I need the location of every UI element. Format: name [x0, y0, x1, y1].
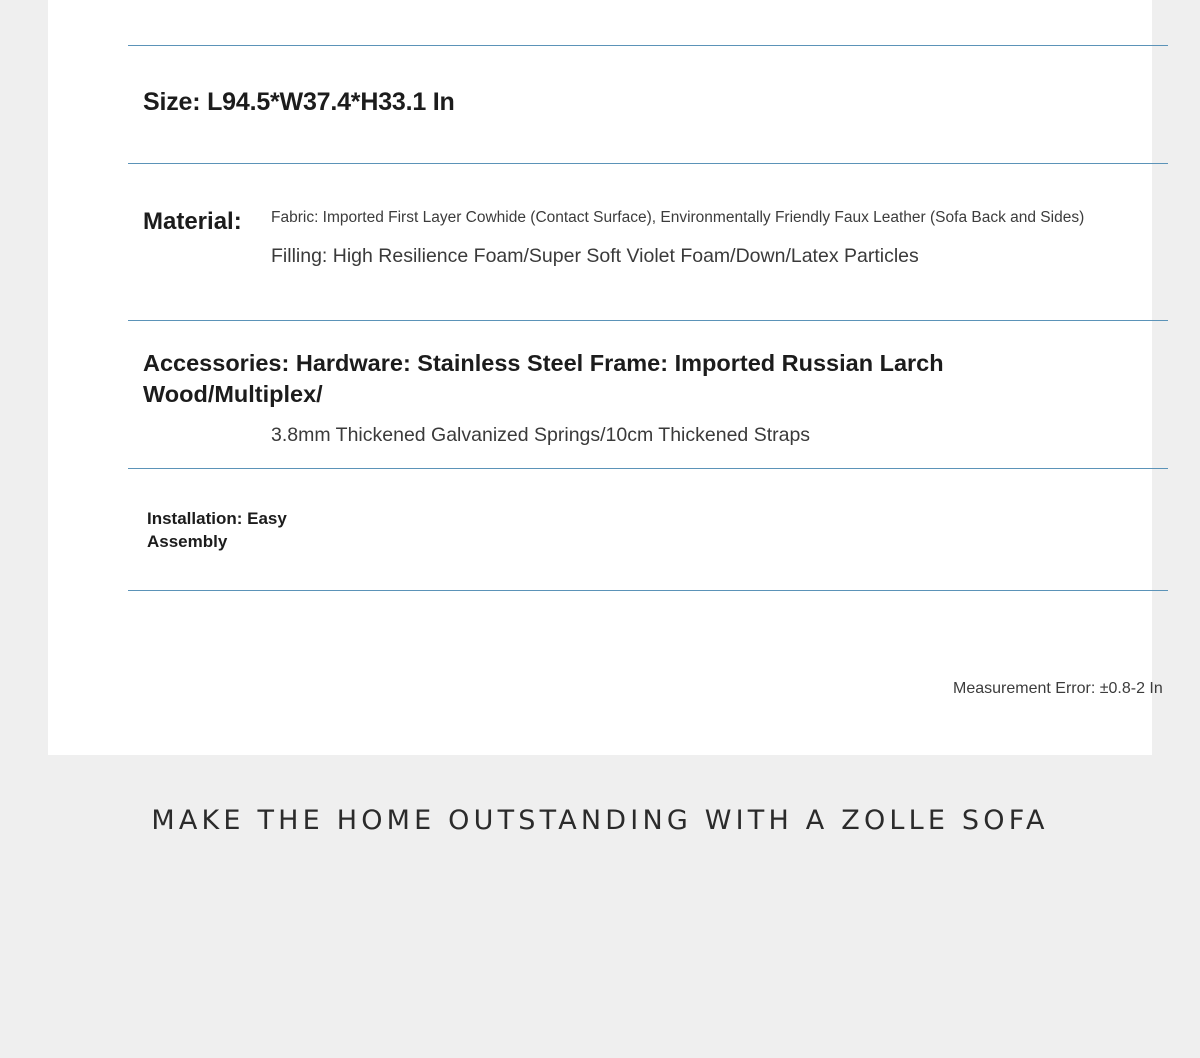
installation-row	[147, 508, 347, 554]
material-values	[271, 208, 1151, 269]
material-label: Material:	[143, 208, 242, 235]
divider-after-accessories	[128, 468, 1168, 469]
measurement-error-value: Measurement Error: ±0.8-2 In	[953, 680, 1163, 697]
divider-top	[128, 45, 1168, 46]
size-value: Size: L94.5*W37.4*H33.1 In	[143, 88, 455, 116]
measurement-error-row	[953, 681, 1173, 698]
divider-after-material	[128, 320, 1168, 321]
material-filling: Filling: High Resilience Foam/Super Soft Violet Foam/Down/Latex Particles	[271, 245, 919, 268]
brand-tagline: MAKE THE HOME OUTSTANDING WITH A ZOLLE SOFA	[151, 805, 1049, 836]
accessories-row	[143, 348, 1143, 448]
material-row	[143, 208, 1163, 269]
installation-value: Installation: Easy Assembly	[147, 509, 287, 551]
divider-after-size	[128, 163, 1168, 164]
material-fabric: Fabric: Imported First Layer Cowhide (Contact Surface), Environmentally Friendly Faux Leather (Sofa Back and Sides)	[271, 209, 1085, 226]
accessories-main: Accessories: Hardware: Stainless Steel Frame: Imported Russian Larch Wood/Multiplex/	[143, 350, 944, 407]
size-row	[143, 88, 455, 117]
specification-card	[48, 0, 1163, 755]
divider-after-installation	[128, 590, 1168, 591]
accessories-sub: 3.8mm Thickened Galvanized Springs/10cm Thickened Straps	[271, 424, 811, 447]
